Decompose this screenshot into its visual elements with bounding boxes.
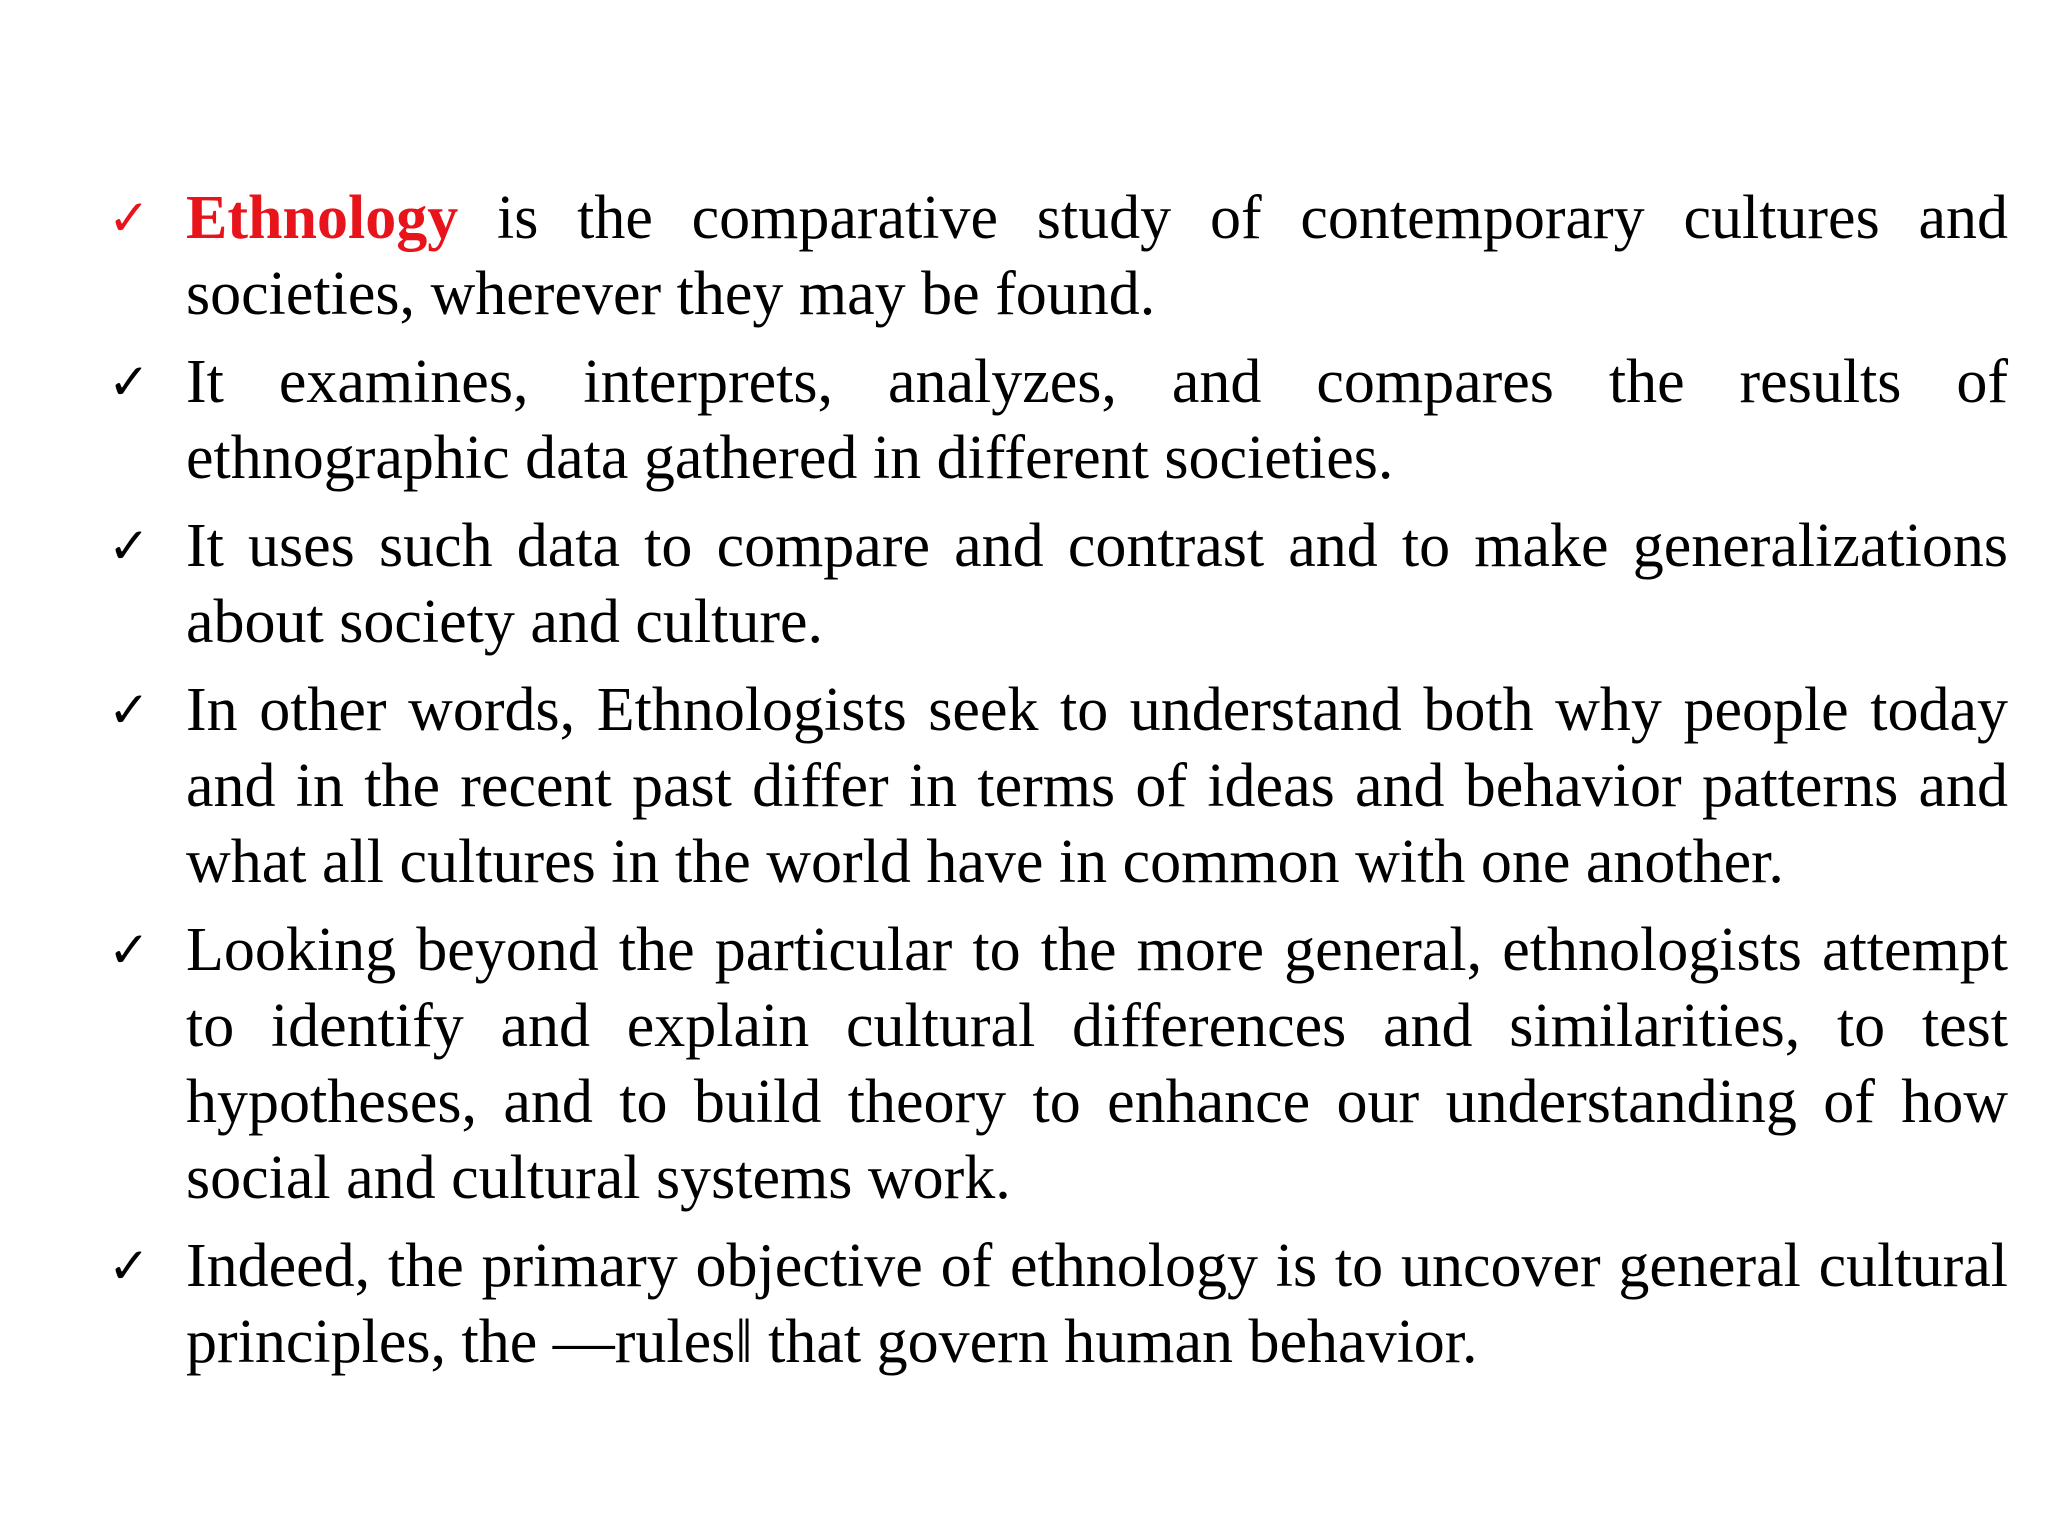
- bullet-item-primary-objective: [108, 1228, 2008, 1380]
- bullet-list: [108, 180, 2008, 1392]
- check-icon: ✓: [108, 517, 150, 575]
- bullet-text: It uses such data to compare and contrast and to make generalizations about society and culture.: [186, 512, 2008, 656]
- key-term: Ethnology: [186, 184, 459, 252]
- check-icon: ✓: [108, 353, 150, 411]
- bullet-item-looking-beyond: [108, 912, 2008, 1216]
- bullet-item-examines: [108, 344, 2008, 496]
- bullet-text: is the comparative study of contemporary cultures and societies, wherever they may be found.: [186, 184, 2008, 328]
- bullet-text: Looking beyond the particular to the more general, ethnologists attempt to identify and explain cultural differences and similarities, to test hypotheses, and to build theory to enhance our understanding of how social and cultural systems work.: [186, 916, 2008, 1212]
- check-icon: ✓: [108, 189, 150, 247]
- bullet-text: It examines, interprets, analyzes, and compares the results of ethnographic data gathered in different societies.: [186, 348, 2008, 492]
- check-icon: ✓: [108, 921, 150, 979]
- bullet-item-uses-data: [108, 508, 2008, 660]
- bullet-item-ethnology-definition: [108, 180, 2008, 332]
- check-icon: ✓: [108, 681, 150, 739]
- bullet-text: In other words, Ethnologists seek to understand both why people today and in the recent past differ in terms of ideas and behavior patterns and what all cultures in the world have in common with one another.: [186, 676, 2008, 896]
- bullet-item-other-words: [108, 672, 2008, 900]
- check-icon: ✓: [108, 1237, 150, 1295]
- bullet-text: Indeed, the primary objective of ethnology is to uncover general cultural principles, the ―rules‖ that govern human behavior.: [186, 1232, 2008, 1376]
